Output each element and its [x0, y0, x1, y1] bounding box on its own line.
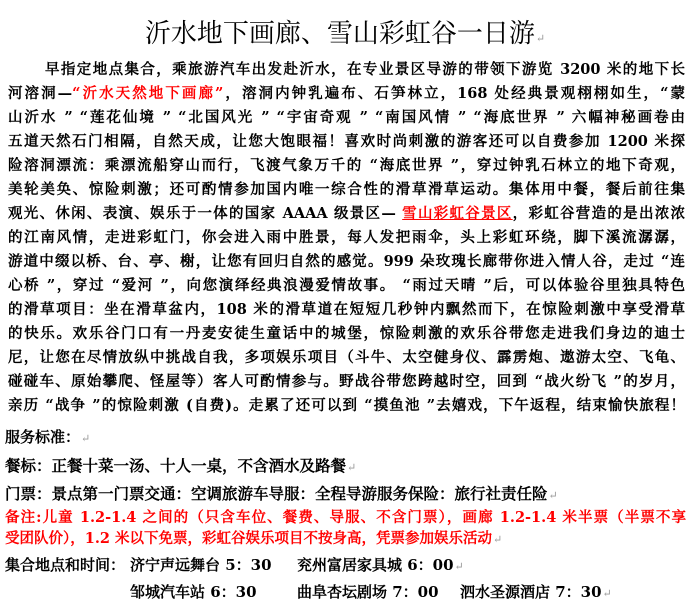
paragraph-line: 的滑草项目：坐在滑草盆内，108 米的滑草道在短短几秒钟内飘然而下，在惊险刺激中享受滑草: [8, 301, 685, 318]
paragraph-line: 心桥 ”，穿过 “爱河 ”，向您演绎经典浪漫爱情故事。 “雨过天晴 ”后，可以体验谷里独具特色: [8, 277, 685, 294]
paragraph-mark: ↵: [535, 32, 546, 45]
text-run: ，溶洞内钟乳遍布、石笋林立，168 处经典景观栩栩如生，“蒙: [223, 85, 685, 102]
paragraph-line: 碰碰车、原始攀爬、怪屋等）客人可酌情参与。野战谷带您跨越时空，回到 “战火纷飞 ”的岁月，: [8, 373, 685, 390]
scenic-area-link[interactable]: 雪山彩虹谷景区: [402, 205, 513, 222]
paragraph-line: [8, 202, 685, 226]
paragraph-mark: ↵: [602, 587, 612, 600]
paragraph-line: 山沂水 ” “莲花仙境 ” “北国风光 ” “宇宙奇观 ” “南国风情 ” “海底世界 ” 六幅神秘画卷由: [8, 109, 685, 126]
pickup-stop: 济宁声远舞台 5：30: [130, 556, 272, 574]
paragraph-line: 早指定地点集合，乘旅游汽车出发赴沂水，在专业景区导游的带领下游览 3200 米的地下长: [45, 61, 685, 78]
paragraph-line: 的快乐。欢乐谷门口有一丹麦安徒生童话中的城堡，惊险刺激的欢乐谷带您走进我们身边的迪士: [8, 325, 685, 342]
pickup-stop: [460, 581, 612, 605]
text-run: 河溶洞—: [8, 85, 73, 102]
text-run: ，彩虹谷营造的是出浓浓: [512, 205, 685, 222]
paragraph-mark: ↵: [81, 432, 91, 445]
itinerary-paragraph: [8, 58, 685, 418]
paragraph-mark: ↵: [493, 533, 503, 546]
pickup-stop: 邹城汽车站 6：30: [130, 583, 257, 601]
paragraph-line: 险溶洞漂流：乘漂流船穿山而行，飞渡气象万千的 “海底世界 ”，穿过钟乳石林立的地下奇观，: [8, 157, 685, 174]
paragraph-line: 美轮美奂、惊险刺激；还可酌情参加国内唯一综合性的滑草滑草运动。集体用中餐，餐后前往集: [8, 181, 685, 198]
remarks-note: [5, 507, 686, 549]
paragraph-line: 的江南风情，走进彩虹门，你会进入雨中胜景，每人发把雨伞，头上彩虹环绕，脚下溪流潺潺，: [8, 229, 685, 246]
remarks-line: 备注:儿童 1.2-1.4 之间的（只含车位、餐费、导服、不含门票），画廊 1.2-1.4 米半票（半票不享: [5, 509, 686, 526]
paragraph-mark: ↵: [454, 560, 464, 573]
highlight-attraction-name: “沂水天然地下画廊”: [72, 85, 224, 102]
pickup-stop-text: 兖州富居家具城 6：00: [297, 556, 454, 574]
ticket-info-text: 门票：景点第一门票交通：空调旅游车导服：全程导游服务保险：旅行社责任险: [5, 484, 548, 503]
paragraph-line: [8, 82, 685, 106]
pickup-stop: 曲阜杏坛剧场 7：00: [297, 583, 439, 601]
paragraph-line: 尼，让您在尽情放纵中挑战自我，多项娱乐项目（斗牛、太空健身仪、霹雳炮、遨游太空、飞龟、: [8, 349, 685, 366]
paragraph-line: 亲历 “战争 ”的惊险刺激 (自费)。走累了还可以到 “摸鱼池 ”去嬉戏，下午返程，结束愉快旅程！: [8, 397, 685, 414]
service-standards-heading: [5, 426, 90, 450]
paragraph-line: 游道中缀以桥、台、亭、榭，让您有回归自然的感觉。999 朵玫瑰长廊带你进入情人谷，走过 “连: [8, 253, 685, 270]
remarks-line: [5, 528, 686, 549]
pickup-schedule-row: [0, 554, 690, 576]
pickup-stop-text: 泗水圣源酒店 7：30: [460, 583, 602, 601]
pickup-schedule-row: [0, 581, 690, 603]
pickup-stop: [297, 554, 464, 578]
text-run: 观光、休闲、表演、娱乐于一体的国家 AAAA 级景区—: [8, 205, 403, 222]
pickup-label: 集合地点和时间：: [5, 556, 126, 574]
paragraph-mark: ↵: [548, 489, 558, 502]
paragraph-mark: ↵: [347, 461, 357, 474]
remarks-text: 受团队价），1.2 米以下免票，彩虹谷娱乐项目不按身高，凭票参加娱乐活动: [5, 530, 493, 547]
document-title: [0, 14, 690, 59]
paragraph-line: 五道天然石门相隔，自然天成，让您大饱眼福！喜欢时尚刺激的游客还可以自费参加 1200 米探: [8, 133, 685, 150]
heading-text: 服务标准：: [5, 428, 81, 446]
meal-standard-text: 餐标：正餐十菜一汤、十人一桌，不含酒水及路餐: [5, 456, 347, 475]
ticket-transport-info: [5, 483, 558, 507]
title-text: 沂水地下画廊、雪山彩虹谷一日游: [144, 19, 535, 49]
meal-standard: [5, 455, 356, 479]
